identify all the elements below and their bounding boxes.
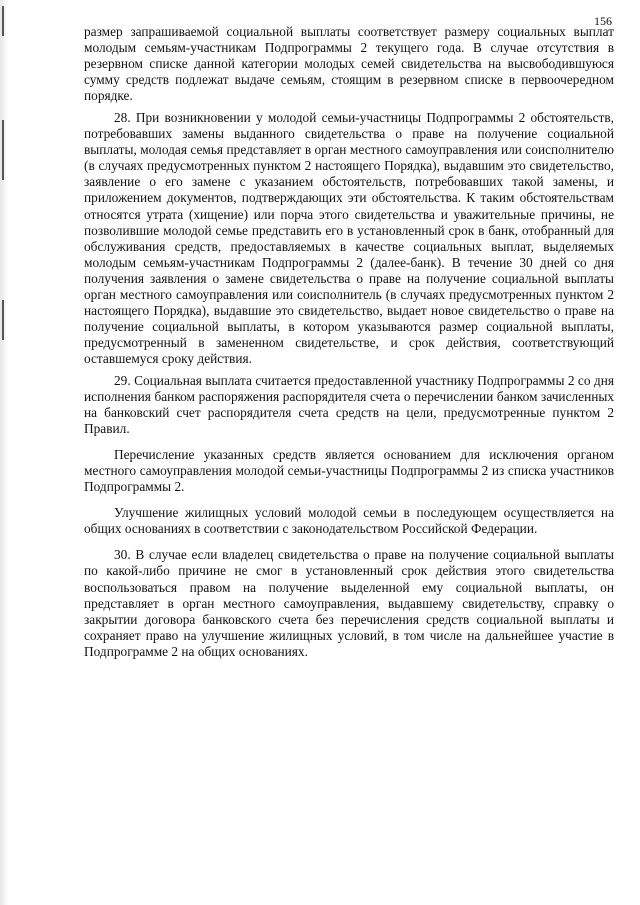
paragraph-28: 28. При возникновении у молодой семьи-участницы Подпрограммы 2 обстоятельств, потребовавших замены выданного свидетельства о праве на получение социальной выплаты, молодая семья представляет в орган местного самоуправления или соисполнителю (в случаях предусмотренных пунктом 2 настоящего Порядка), выдавшим это свидетельство, заявление о его замене с указанием обстоятельств, потребовавших такой замены, и приложением документов, подтверждающих эти обстоятельства. К таким обстоятельствам относятся утрата (хищение) или порча этого свидетельства и уважительные причины, не позволившие молодой семье представить его в установленный срок в банк, отобранный для обслуживания средств, предоставляемых в качестве социальных выплат, выделяемых молодым семьям-участникам Подпрограммы 2 (далее-банк). В течение 30 дней со дня получения заявления о замене свидетельства о праве на получение социальной выплаты орган местного самоуправления или соисполнитель (в случаях предусмотренных пунктом 2 настоящего Порядка), выдавшие это свидетельство, выдает новое свидетельство о праве на получение социальной выплаты, в котором указываются размер социальной выплаты, предусмотренный в замененном свидетельстве, и срок действия, соответствующий оставшемуся сроку действия. [84,110,614,366]
document-body [84,24,614,666]
page-number: 156 [594,14,612,28]
scan-edge [0,0,8,905]
paragraph-housing: Улучшение жилищных условий молодой семьи в последующем осуществляется на общих основаниях в соответствии с законодательством Российской Федерации. [84,505,614,537]
scan-edge-mark [2,120,4,180]
paragraph-continuation: размер запрашиваемой социальной выплаты соответствует размеру социальных выплат молодым семьям-участникам Подпрограммы 2 текущего года. В случае отсутствия в резервном списке данной категории молодых семей свидетельства на высвободившуюся сумму средств подлежат выдаче семьям, стоящим в резервном списке в первоочередном порядке. [84,24,614,104]
scan-edge-mark [2,300,4,340]
scan-edge-mark [2,6,4,36]
paragraph-30: 30. В случае если владелец свидетельства о праве на получение социальной выплаты по какой-либо причине не смог в установленный срок действия этого свидетельства воспользоваться правом на получение выделенной ему социальной выплаты, он представляет в орган местного самоуправления, выдавшему свидетельству, справку о закрытии договора банковского счета без перечисления средств социальной выплаты и сохраняет право на улучшение жилищных условий, в том числе на дальнейшее участие в Подпрограмме 2 на общих основаниях. [84,547,614,659]
paragraph-transfer: Перечисление указанных средств является основанием для исключения органом местного самоуправления молодой семьи-участницы Подпрограммы 2 из списка участников Подпрограммы 2. [84,447,614,495]
paragraph-29: 29. Социальная выплата считается предоставленной участнику Подпрограммы 2 со дня исполнения банком распоряжения распорядителя счета о перечислении банком зачисленных на банковский счет распорядителя счета средств на цели, предусмотренные пунктом 2 Правил. [84,372,614,437]
